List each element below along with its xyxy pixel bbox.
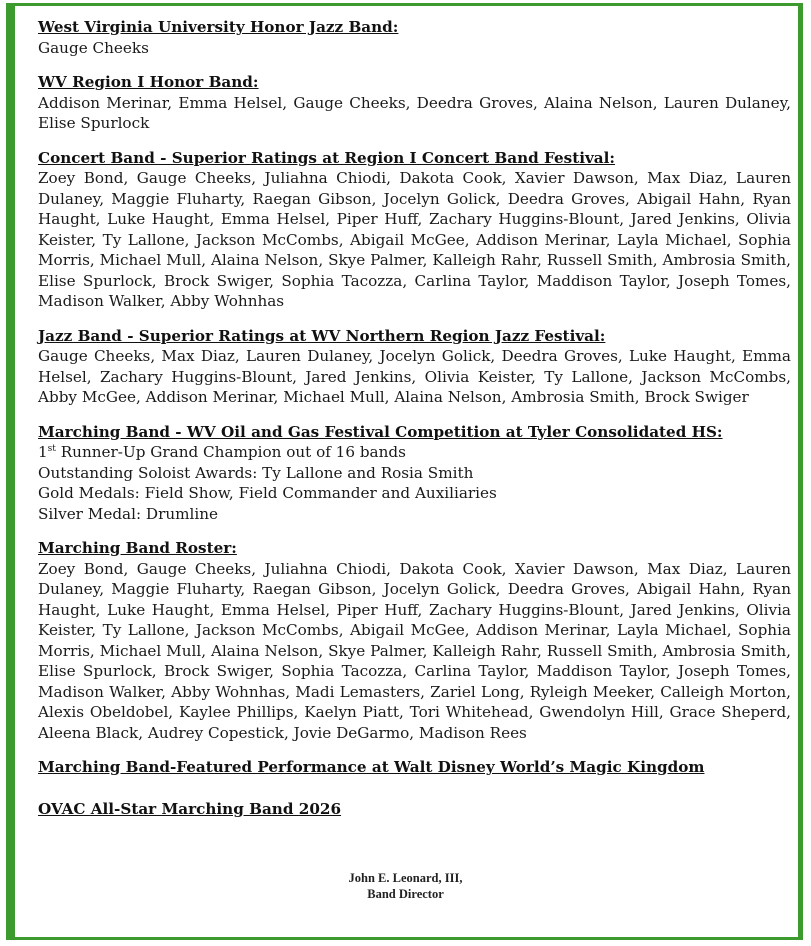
section-marching-roster — [38, 538, 791, 743]
section-heading: Concert Band - Superior Ratings at Region I Concert Band Festival: — [38, 148, 616, 167]
section-concert-band — [38, 148, 791, 312]
section-heading: OVAC All-Star Marching Band 2026 — [38, 799, 342, 818]
award-text: Runner-Up Grand Champion out of 16 bands — [55, 443, 406, 461]
award-line: Silver Medal: Drumline — [38, 504, 218, 523]
section-marching-oil-gas — [38, 422, 791, 525]
ordinal-suffix: st — [47, 443, 56, 454]
section-region-honor-band — [38, 72, 791, 134]
section-jazz-band — [38, 326, 791, 408]
document-body — [38, 17, 791, 840]
section-heading: Jazz Band - Superior Ratings at WV Northern Region Jazz Festival: — [38, 326, 606, 345]
award-line: Gold Medals: Field Show, Field Commander and Auxiliaries — [38, 484, 497, 502]
section-heading: Marching Band Roster: — [38, 539, 237, 557]
award-line: Outstanding Soloist Awards: Ty Lallone and Rosia Smith — [38, 463, 474, 482]
signature-block — [0, 870, 811, 902]
section-ovac-all-star — [38, 799, 791, 820]
award-line — [38, 442, 791, 463]
section-heading: West Virginia University Honor Jazz Band: — [38, 18, 399, 36]
section-body: Addison Merinar, Emma Helsel, Gauge Cheeks, Deedra Groves, Alaina Nelson, Lauren Dulaney, Elise Spurlock — [38, 93, 791, 132]
section-body: Gauge Cheeks, Max Diaz, Lauren Dulaney, Jocelyn Golick, Deedra Groves, Luke Haught, Emma Helsel, Zachary Huggins-Blount, Jared Jenkins, Olivia Keister, Ty Lallone, Jackson McCombs, Abby McGee, Addison Merinar, Michael Mull, Alaina Nelson, Ambrosia Smith, Brock Swiger — [38, 347, 791, 406]
section-body: Zoey Bond, Gauge Cheeks, Juliahna Chiodi, Dakota Cook, Xavier Dawson, Max Diaz, Lauren Dulaney, Maggie Fluharty, Raegan Gibson, Jocelyn Golick, Deedra Groves, Abigail Hahn, Ryan Haught, Luke Haught, Emma Helsel, Piper Huff, Zachary Huggins-Blount, Jared Jenkins, Olivia Keister, Ty Lallone, Jackson McCombs, Abigail McGee, Addison Merinar, Layla Michael, Sophia Morris, Michael Mull, Alaina Nelson, Skye Palmer, Kalleigh Rahr, Russell Smith, Ambrosia Smith, Elise Spurlock, Brock Swiger, Sophia Tacozza, Carlina Taylor, Maddison Taylor, Joseph Tomes, Madison Walker, Abby Wohnhas, Madi Lemasters, Zariel Long, Ryleigh Meeker, Calleigh Morton, Alexis Obeldobel, Kaylee Phillips, Kaelyn Piatt, Tori Whitehead, Gwendolyn Hill, Grace Sheperd, Aleena Black, Audrey Copestick, Jovie DeGarmo, Madison Rees — [38, 559, 791, 742]
section-heading: Marching Band - WV Oil and Gas Festival Competition at Tyler Consolidated HS: — [38, 422, 723, 441]
section-heading: Marching Band-Featured Performance at Walt Disney World’s Magic Kingdom — [38, 758, 705, 776]
director-name: John E. Leonard, III, — [348, 871, 463, 885]
section-disney-performance — [38, 757, 791, 778]
section-body: Zoey Bond, Gauge Cheeks, Juliahna Chiodi, Dakota Cook, Xavier Dawson, Max Diaz, Lauren Dulaney, Maggie Fluharty, Raegan Gibson, Jocelyn Golick, Deedra Groves, Abigail Hahn, Ryan Haught, Luke Haught, Emma Helsel, Piper Huff, Zachary Huggins-Blount, Jared Jenkins, Olivia Keister, Ty Lallone, Jackson McCombs, Abigail McGee, Addison Merinar, Layla Michael, Sophia Morris, Michael Mull, Alaina Nelson, Skye Palmer, Kalleigh Rahr, Russell Smith, Ambrosia Smith, Elise Spurlock, Brock Swiger, Sophia Tacozza, Carlina Taylor, Maddison Taylor, Joseph Tomes, Madison Walker, Abby Wohnhas — [38, 169, 791, 310]
ordinal-number: 1 — [38, 443, 48, 461]
section-heading: WV Region I Honor Band: — [38, 73, 259, 91]
director-title: Band Director — [367, 887, 444, 901]
section-body: Gauge Cheeks — [38, 38, 149, 57]
section-wvu-honor-jazz — [38, 17, 791, 58]
